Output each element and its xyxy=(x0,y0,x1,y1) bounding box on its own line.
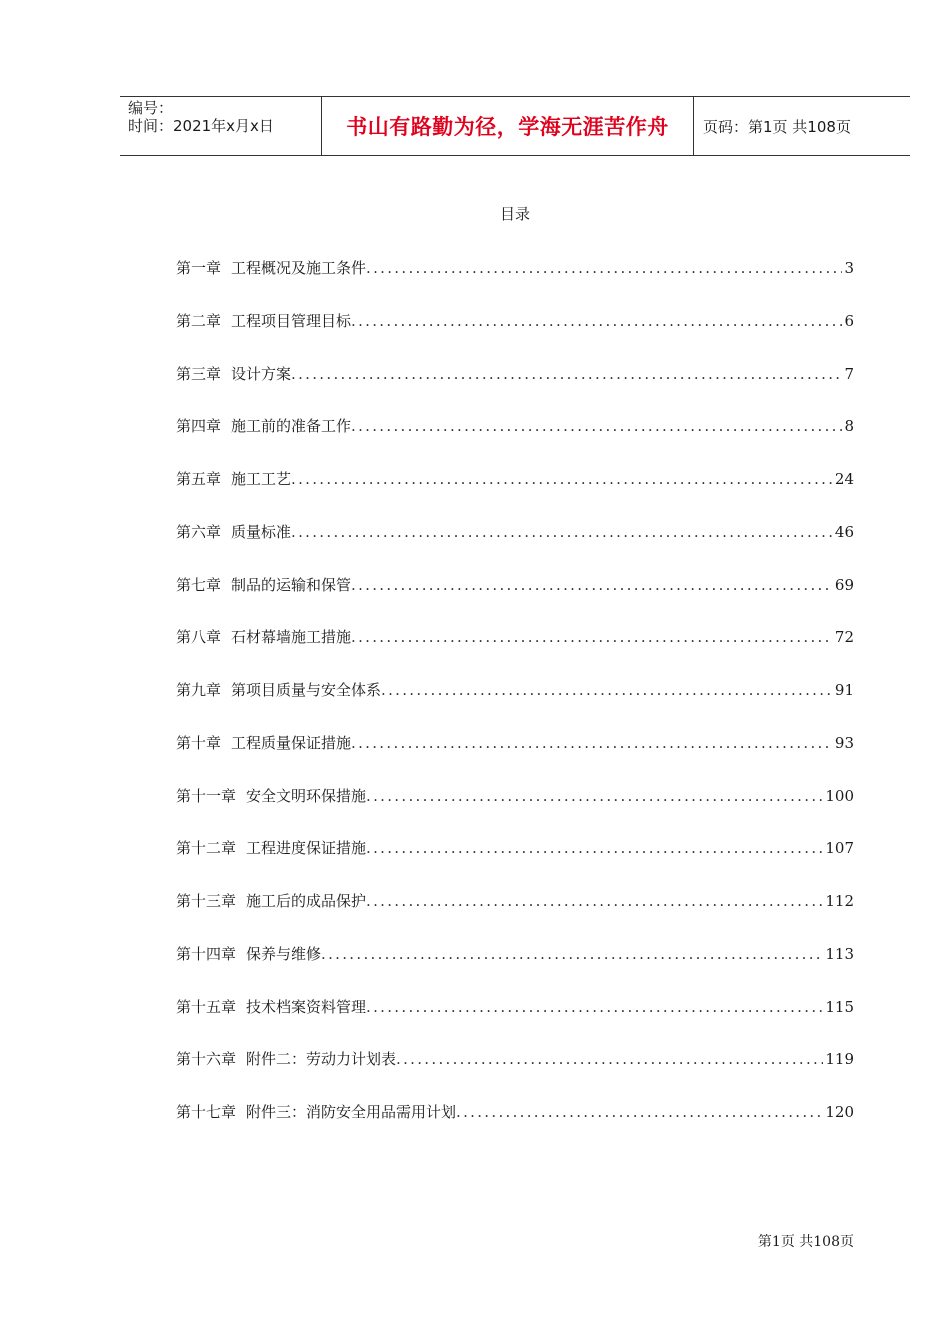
toc-page-number: 112 xyxy=(825,892,854,910)
toc-chapter-title: 施工后的成品保护 xyxy=(246,892,367,910)
toc-entry[interactable] xyxy=(176,360,854,413)
page-footer: 第1页 共108页 xyxy=(757,1234,854,1250)
document-number-label: 编号： xyxy=(128,99,174,117)
toc-page-number: 113 xyxy=(825,944,854,963)
toc-page-number: 69 xyxy=(834,575,854,594)
toc-page-number: 7 xyxy=(844,364,854,383)
toc-chapter-number: 第五章 xyxy=(176,470,222,488)
toc-page-number: 8 xyxy=(844,417,854,436)
toc-entry[interactable] xyxy=(176,993,854,1046)
toc-dot-leader xyxy=(366,993,823,1021)
toc-page-number: 91 xyxy=(834,681,854,699)
toc-title: 目录 xyxy=(499,205,530,223)
toc-entry[interactable] xyxy=(176,623,854,676)
toc-chapter-number: 第十六章 xyxy=(176,1050,237,1069)
toc-entry[interactable] xyxy=(176,412,854,465)
toc-chapter-title: 质量标准 xyxy=(231,522,292,541)
header-page-code: 页码：第1页 共108页 xyxy=(703,117,851,136)
toc-entry[interactable] xyxy=(176,940,854,993)
toc-chapter-number: 第十四章 xyxy=(176,944,237,963)
toc-chapter-number: 第十七章 xyxy=(176,1103,237,1121)
toc-chapter-title: 工程概况及施工条件 xyxy=(231,259,367,277)
toc-chapter-title: 施工工艺 xyxy=(231,470,292,488)
toc-chapter-title: 安全文明环保措施 xyxy=(246,786,367,805)
toc-page-number: 93 xyxy=(834,733,854,752)
toc-chapter-title: 施工前的准备工作 xyxy=(231,417,352,436)
document-header xyxy=(120,96,910,156)
toc-chapter-number: 第二章 xyxy=(176,311,222,330)
toc-dot-leader xyxy=(291,360,842,388)
toc-dot-leader xyxy=(381,676,833,704)
toc-page-number: 72 xyxy=(834,628,854,647)
toc-page-number: 24 xyxy=(834,470,854,488)
toc-chapter-number: 第六章 xyxy=(176,522,222,541)
toc-entry[interactable] xyxy=(176,465,854,518)
toc-page-number: 46 xyxy=(834,522,854,541)
toc-chapter-number: 第十二章 xyxy=(176,839,237,858)
toc-dot-leader xyxy=(366,834,823,862)
toc-dot-leader xyxy=(456,1098,823,1126)
toc-entry[interactable] xyxy=(176,676,854,729)
toc-chapter-title: 技术档案资料管理 xyxy=(246,997,367,1016)
toc-chapter-title: 附件二：劳动力计划表 xyxy=(246,1050,397,1069)
toc-page-number: 100 xyxy=(825,786,854,805)
toc-chapter-number: 第七章 xyxy=(176,575,222,594)
toc-dot-leader xyxy=(351,729,833,757)
toc-entry[interactable] xyxy=(176,254,854,307)
toc-chapter-number: 第八章 xyxy=(176,628,222,647)
toc-chapter-number: 第十三章 xyxy=(176,892,237,910)
toc-entry[interactable] xyxy=(176,307,854,360)
toc-page-number: 120 xyxy=(825,1103,854,1121)
toc-chapter-title: 附件三：消防安全用品需用计划 xyxy=(246,1103,457,1121)
toc-chapter-title: 工程进度保证措施 xyxy=(246,839,367,858)
toc-chapter-title: 设计方案 xyxy=(231,364,292,383)
toc-entry[interactable] xyxy=(176,1045,854,1098)
toc-chapter-title: 第项目质量与安全体系 xyxy=(231,681,382,699)
toc-page-number: 115 xyxy=(825,997,854,1016)
toc-chapter-number: 第三章 xyxy=(176,364,222,383)
toc-chapter-number: 第十章 xyxy=(176,733,222,752)
toc-entry[interactable] xyxy=(176,887,854,940)
document-time: 时间：2021年x月x日 xyxy=(128,117,274,135)
header-motto: 书山有路勤为径，学海无涯苦作舟 xyxy=(322,97,694,155)
toc-page-number: 6 xyxy=(844,311,854,330)
toc-page-number: 119 xyxy=(825,1050,854,1069)
toc-entry[interactable] xyxy=(176,834,854,887)
toc-chapter-title: 石材幕墙施工措施 xyxy=(231,628,352,647)
toc-dot-leader xyxy=(351,412,842,440)
toc-entry[interactable] xyxy=(176,1098,854,1151)
toc-dot-leader xyxy=(351,623,833,651)
toc-dot-leader xyxy=(396,1045,823,1073)
toc-dot-leader xyxy=(366,782,823,810)
toc-entry[interactable] xyxy=(176,518,854,571)
toc-chapter-title: 制品的运输和保管 xyxy=(231,575,352,594)
toc-chapter-title: 工程质量保证措施 xyxy=(231,733,352,752)
toc-chapter-number: 第九章 xyxy=(176,681,222,699)
toc-entry[interactable] xyxy=(176,782,854,835)
toc-chapter-title: 保养与维修 xyxy=(246,944,322,963)
toc-page-number: 107 xyxy=(825,839,854,858)
header-meta xyxy=(120,97,322,155)
toc-chapter-title: 工程项目管理目标 xyxy=(231,311,352,330)
toc-entry[interactable] xyxy=(176,729,854,782)
toc-dot-leader xyxy=(291,518,833,546)
toc-dot-leader xyxy=(351,307,842,335)
toc-dot-leader xyxy=(291,465,833,493)
toc-chapter-number: 第十一章 xyxy=(176,786,237,805)
toc-chapter-number: 第十五章 xyxy=(176,997,237,1016)
toc-page-number: 3 xyxy=(844,259,854,277)
toc-entry[interactable] xyxy=(176,571,854,624)
toc-chapter-number: 第一章 xyxy=(176,259,222,277)
toc-dot-leader xyxy=(351,571,833,599)
toc-dot-leader xyxy=(321,940,823,968)
toc-chapter-number: 第四章 xyxy=(176,417,222,436)
toc-dot-leader xyxy=(366,254,842,282)
toc-dot-leader xyxy=(366,887,823,915)
table-of-contents xyxy=(176,254,854,1151)
